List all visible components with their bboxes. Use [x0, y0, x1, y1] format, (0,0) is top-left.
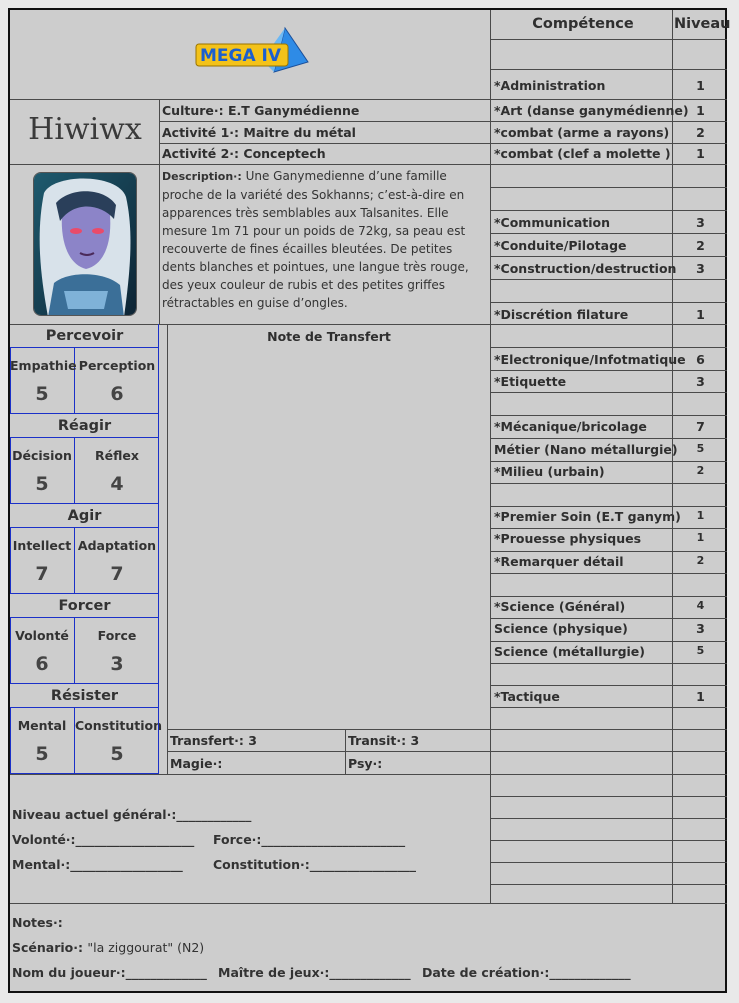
skill-level: 2 — [696, 554, 705, 567]
h-rule — [490, 210, 727, 211]
scenario-label: Scénario·: — [12, 940, 84, 955]
h-rule — [490, 862, 727, 863]
skill-name: *Remarquer détail — [494, 554, 624, 569]
attribute-group-title: Réagir — [57, 418, 112, 434]
game-master-field: Maître de jeux·:_____________ — [218, 965, 411, 980]
character-portrait — [33, 172, 137, 316]
niveau-general-field: Niveau actuel général·:____________ — [12, 807, 252, 822]
skill-name: *Communication — [494, 215, 611, 230]
skill-level: 6 — [696, 352, 705, 367]
skill-level: 3 — [696, 374, 705, 389]
culture-value: E.T Ganymédienne — [227, 103, 360, 118]
h-rule — [490, 884, 727, 885]
description-text: Une Ganymedienne d’une famille proche de la variété des Sokhanns; c’est-à-dire en apparences très semblables aux Talsanites. Elle mesure 1m 71 pour un poids de 72kg, sa peau est recouverte de fines écailles bleutées. De petites dents blanches et pointues, une langue très rouge, des yeux couleur de rubis et des petites griffes rétractables en guise d’ongles. — [162, 169, 469, 310]
attribute-group-title: Percevoir — [45, 328, 124, 344]
mega-logo-icon — [190, 22, 320, 82]
h-rule — [490, 707, 727, 708]
portrait-image — [34, 173, 137, 316]
skill-level: 3 — [696, 215, 705, 230]
attribute-label: Décision — [12, 448, 72, 463]
attribute-label: Mental — [17, 718, 67, 733]
scenario-value: "la ziggourat" (N2) — [87, 940, 205, 955]
skill-name: *Prouesse physiques — [494, 531, 642, 546]
attribute-label: Adaptation — [77, 538, 157, 553]
skill-level: 7 — [696, 419, 705, 434]
skill-name: *combat (clef a molette ) — [494, 146, 671, 161]
attribute-column-frame — [10, 324, 162, 774]
h-rule — [490, 506, 727, 507]
activity2-row — [162, 146, 326, 161]
attribute-label: Constitution — [75, 718, 162, 733]
h-rule — [490, 392, 727, 393]
attribute-label: Perception — [78, 358, 156, 373]
attribute-value: 7 — [110, 563, 124, 585]
h-rule — [490, 903, 727, 904]
v-rule — [159, 100, 160, 324]
magie-value: Magie·: — [170, 756, 223, 771]
h-rule — [490, 324, 727, 325]
h-rule — [159, 121, 490, 122]
h-rule — [490, 774, 727, 775]
force-field: Force·:_______________________ — [213, 832, 406, 847]
note-transfer-title: Note de Transfert — [267, 329, 391, 344]
skill-name: Science (physique) — [494, 621, 628, 636]
attribute-label: Réflex — [95, 448, 139, 463]
h-rule — [490, 618, 727, 619]
activity1-row — [162, 125, 356, 140]
activity1-value: Maitre du métal — [243, 125, 356, 140]
h-rule — [490, 438, 727, 439]
h-rule — [167, 729, 490, 730]
description — [162, 167, 488, 312]
skill-name: *Science (Général) — [494, 599, 626, 614]
skill-level: 5 — [696, 644, 705, 657]
attribute-group-title: Résister — [50, 688, 119, 704]
skill-level: 3 — [696, 621, 705, 636]
h-rule — [490, 279, 727, 280]
attribute-value: 5 — [35, 383, 49, 405]
h-rule — [10, 164, 490, 165]
h-rule — [490, 39, 727, 40]
skill-level: 1 — [696, 509, 705, 522]
skill-name: *Conduite/Pilotage — [494, 238, 627, 253]
skill-level: 1 — [696, 146, 705, 161]
constitution-field: Constitution·:_________________ — [213, 857, 416, 872]
h-rule — [490, 69, 727, 70]
h-rule — [490, 187, 727, 188]
h-rule — [490, 483, 727, 484]
h-rule — [490, 415, 727, 416]
notes-field: Notes·: — [12, 915, 63, 930]
attribute-value: 5 — [35, 743, 49, 765]
h-rule — [490, 461, 727, 462]
h-rule — [490, 143, 727, 144]
attribute-value: 6 — [35, 653, 49, 675]
activity2-value: Conceptech — [243, 146, 326, 161]
activity2-label: Activité 2·: — [162, 146, 240, 161]
attribute-group-title: Forcer — [58, 598, 111, 614]
skill-level: 1 — [696, 531, 705, 544]
skill-level: 5 — [696, 442, 705, 455]
h-rule — [490, 551, 727, 552]
skill-name: *Tactique — [494, 689, 560, 704]
skill-name: *Premier Soin (E.T ganym) — [494, 509, 681, 524]
skill-name: *Administration — [494, 78, 606, 93]
v-rule — [167, 324, 168, 774]
skill-name: *Mécanique/bricolage — [494, 419, 647, 434]
attribute-value: 4 — [110, 473, 124, 495]
attribute-value: 6 — [110, 383, 124, 405]
h-rule — [490, 347, 727, 348]
skill-name: *combat (arme a rayons) — [494, 125, 670, 140]
column-header-level: Niveau — [674, 16, 731, 32]
h-rule — [159, 143, 490, 144]
h-rule — [490, 528, 727, 529]
h-rule — [490, 164, 727, 165]
skill-level: 2 — [696, 125, 705, 140]
skill-level: 4 — [696, 599, 705, 612]
player-name-field: Nom du joueur·:_____________ — [12, 965, 207, 980]
h-rule — [490, 663, 727, 664]
volonte-field: Volonté·:___________________ — [12, 832, 195, 847]
column-header-skill: Compétence — [532, 16, 634, 32]
skill-name: Métier (Nano métallurgie) — [494, 442, 678, 457]
attribute-label: Empathie — [10, 358, 77, 373]
culture-row — [162, 103, 359, 118]
attribute-value: 5 — [110, 743, 124, 765]
skill-name: *Discrétion filature — [494, 307, 629, 322]
culture-label: Culture·: — [162, 103, 224, 118]
h-rule — [490, 751, 727, 752]
mental-field: Mental·:__________________ — [12, 857, 183, 872]
h-rule — [490, 596, 727, 597]
h-rule — [10, 99, 490, 100]
h-rule — [490, 818, 727, 819]
skill-name: *Construction/destruction — [494, 261, 677, 276]
logo-text: MEGA IV — [200, 46, 282, 66]
h-rule — [490, 370, 727, 371]
skill-name: Science (métallurgie) — [494, 644, 645, 659]
attribute-value: 5 — [35, 473, 49, 495]
scenario-field — [12, 940, 204, 955]
transit-value: Transit·: 3 — [348, 733, 420, 748]
skill-name: *Milieu (urbain) — [494, 464, 605, 479]
skill-level: 3 — [696, 261, 705, 276]
attribute-label: Force — [97, 628, 137, 643]
h-rule — [490, 256, 727, 257]
psy-value: Psy·: — [348, 756, 383, 771]
attribute-value: 7 — [35, 563, 49, 585]
h-rule — [10, 774, 490, 775]
attribute-label: Volonté — [15, 628, 69, 643]
creation-date-field: Date de création·:_____________ — [422, 965, 631, 980]
activity1-label: Activité 1·: — [162, 125, 240, 140]
h-rule — [490, 729, 727, 730]
skill-name: *Art (danse ganymédienne) — [494, 103, 689, 118]
h-rule — [490, 302, 727, 303]
description-label: Description·: — [162, 170, 242, 183]
h-rule — [490, 641, 727, 642]
skill-level: 1 — [696, 103, 705, 118]
skill-name: *Etiquette — [494, 374, 567, 389]
skill-level: 2 — [696, 464, 705, 477]
h-rule — [490, 573, 727, 574]
h-rule — [490, 121, 727, 122]
character-name: Hiwiwx — [28, 112, 142, 147]
transfert-value: Transfert·: 3 — [170, 733, 257, 748]
h-rule — [167, 751, 490, 752]
h-rule — [490, 685, 727, 686]
skill-name: *Electronique/Infotmatique — [494, 352, 686, 367]
h-rule — [490, 840, 727, 841]
skill-level: 1 — [696, 307, 705, 322]
skill-level: 1 — [696, 689, 705, 704]
attribute-label: Intellect — [12, 538, 72, 553]
attribute-group-title: Agir — [67, 508, 102, 524]
h-rule — [490, 99, 727, 100]
h-rule — [490, 233, 727, 234]
attribute-value: 3 — [110, 653, 124, 675]
logo — [190, 22, 320, 82]
skill-level: 2 — [696, 238, 705, 253]
h-rule — [490, 796, 727, 797]
skill-level: 1 — [696, 78, 705, 93]
